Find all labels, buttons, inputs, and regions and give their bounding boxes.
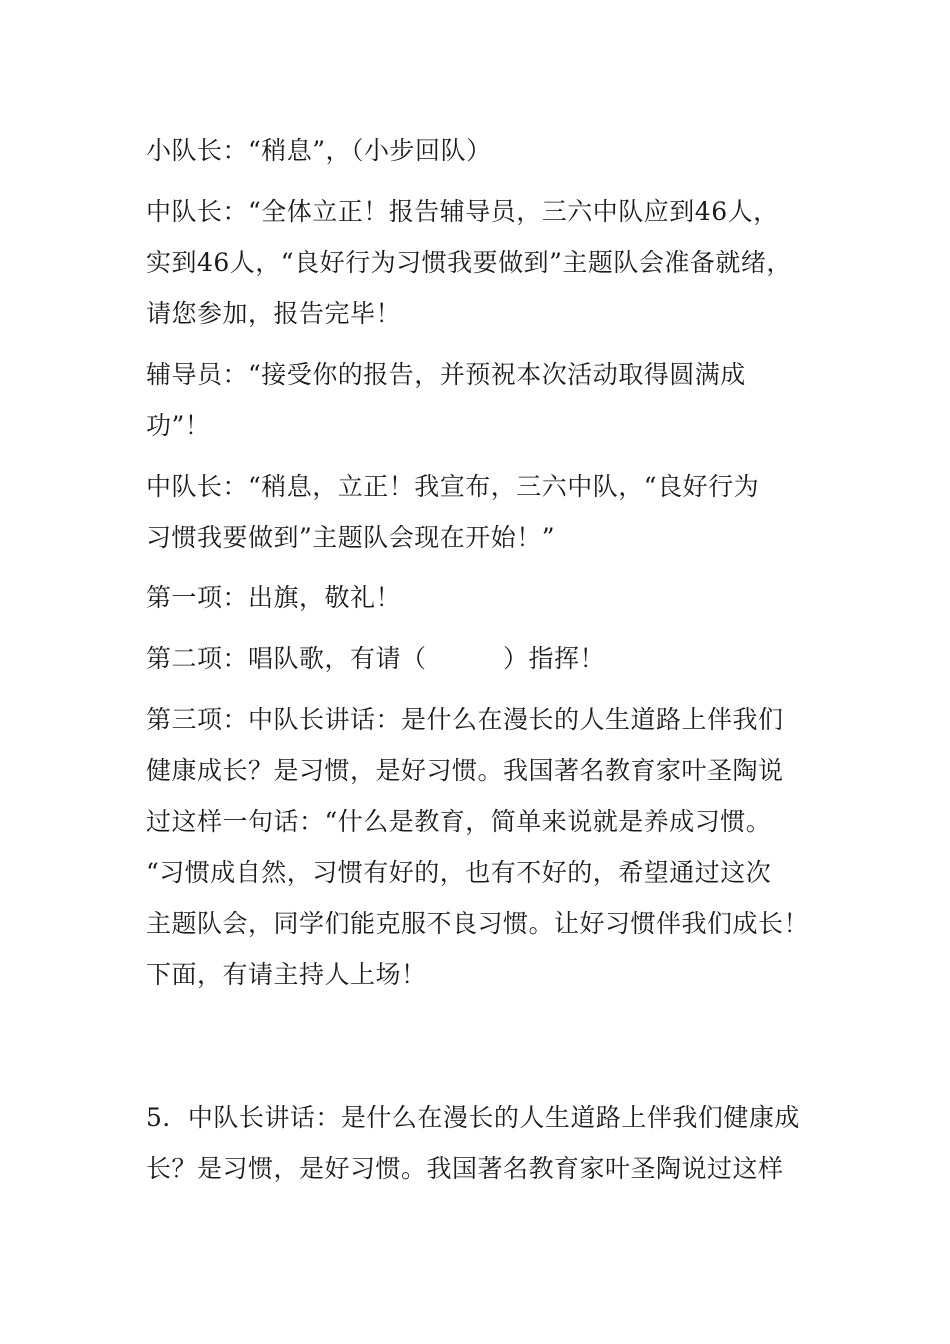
- text-line: “习惯成自然，习惯有好的，也有不好的，希望通过这次: [146, 858, 772, 887]
- paragraph-item-three: [146, 694, 826, 1000]
- text-line: 第一项：出旗，敬礼！: [146, 583, 402, 612]
- text-line: 第二项：唱队歌，有请（ ）指挥！: [146, 644, 606, 673]
- paragraph-numbered-five: [146, 1092, 826, 1194]
- text-line: 过这样一句话：“什么是教育，简单来说就是养成习惯。: [146, 807, 772, 836]
- text-line: 健康成长？是习惯，是好习惯。我国著名教育家叶圣陶说: [146, 756, 784, 785]
- text-line: 长？是习惯，是好习惯。我国著名教育家叶圣陶说过这样: [146, 1154, 784, 1183]
- text-line: 请您参加，报告完毕！: [146, 299, 402, 328]
- text-line: 中队长：“稍息，立正！我宣布，三六中队，“良好行为: [146, 472, 760, 501]
- text-line: 5．中队长讲话：是什么在漫长的人生道路上伴我们健康成: [146, 1103, 800, 1132]
- text-line: 主题队会，同学们能克服不良习惯。让好习惯伴我们成长！: [146, 909, 810, 938]
- text-line: 小队长：“稍息”，（小步回队）: [146, 136, 492, 165]
- text-line: 实到46人，“良好行为习惯我要做到”主题队会准备就绪，: [146, 248, 792, 277]
- text-line: 功”！: [146, 411, 211, 440]
- paragraph-counselor: [146, 349, 826, 451]
- paragraph-squad-leader: [146, 125, 826, 176]
- text-line: 下面，有请主持人上场！: [146, 960, 427, 989]
- paragraph-announcement: [146, 461, 826, 563]
- paragraph-report: [146, 186, 826, 339]
- text-line: 中队长：“全体立正！报告辅导员，三六中队应到46人，: [146, 197, 779, 226]
- text-line: 辅导员：“接受你的报告，并预祝本次活动取得圆满成: [146, 360, 746, 389]
- paragraph-item-one: [146, 572, 826, 623]
- paragraph-item-two: [146, 633, 826, 684]
- text-line: 习惯我要做到”主题队会现在开始！”: [146, 523, 556, 552]
- text-line: 第三项：中队长讲话：是什么在漫长的人生道路上伴我们: [146, 705, 784, 734]
